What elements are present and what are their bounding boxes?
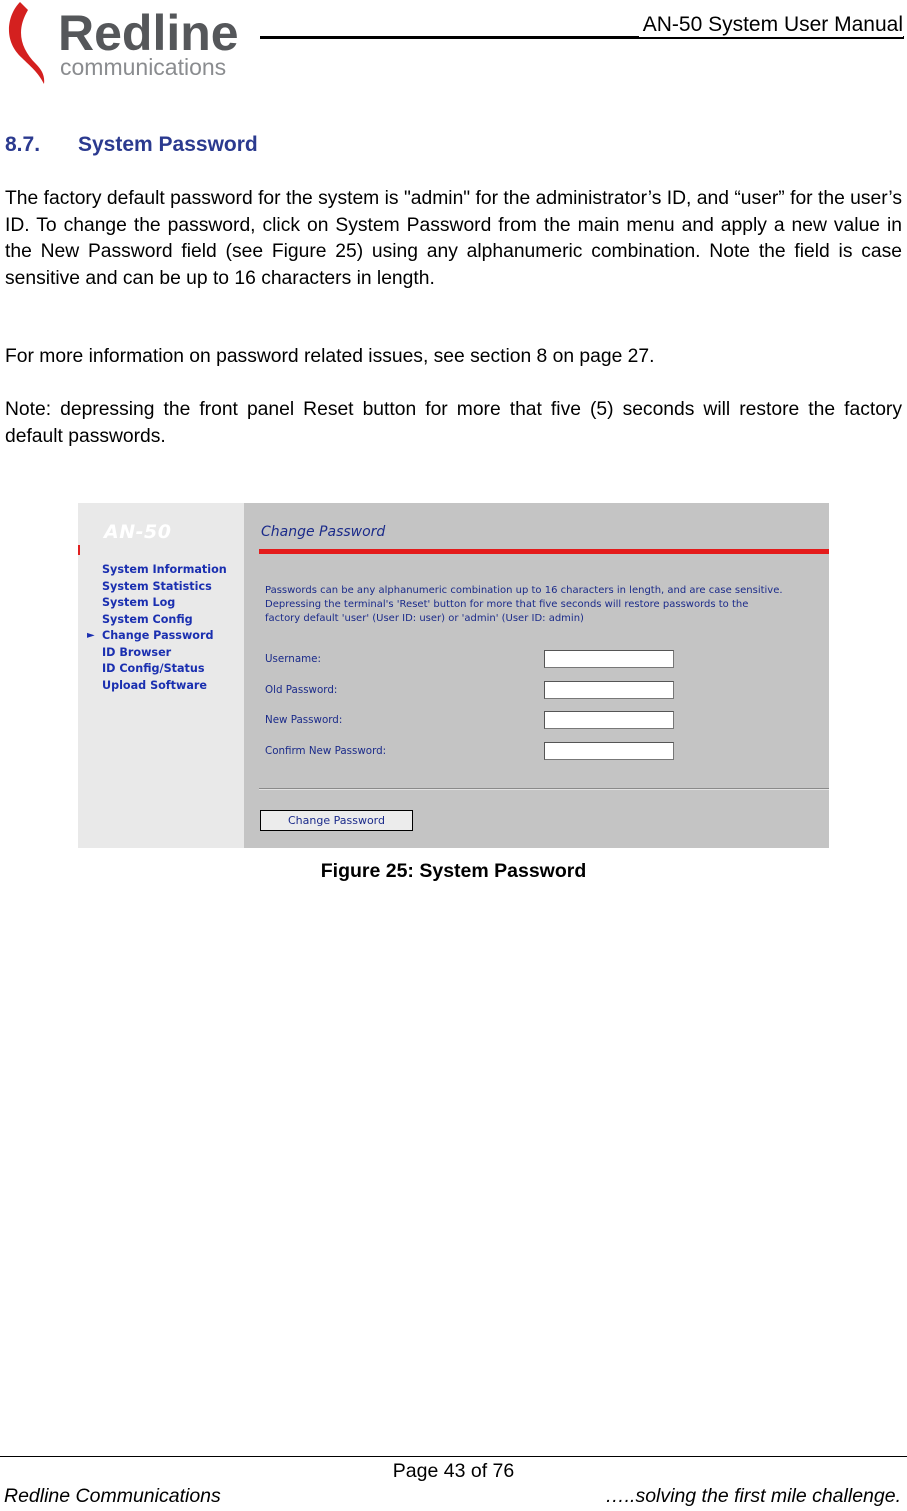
figure-system-password-screenshot — [78, 503, 829, 848]
footer-company: Redline Communications — [4, 1485, 221, 1507]
fig-sidebar-accent — [78, 545, 80, 555]
selected-arrow-icon: ► — [87, 630, 95, 641]
footer-rule — [0, 1456, 907, 1457]
fig-new-password-label: New Password: — [265, 714, 343, 726]
fig-old-password-input[interactable] — [544, 681, 674, 699]
logo-wordmark: Redline — [58, 5, 239, 61]
fig-nav-item-id-browser[interactable]: ID Browser — [102, 645, 172, 659]
fig-main-panel — [242, 503, 829, 848]
fig-page-title: Change Password — [261, 524, 386, 540]
fig-brand: AN-50 — [104, 521, 172, 543]
paragraph-more-info: For more information on password related issues, see section 8 on page 27. — [5, 346, 655, 367]
paragraph-reset-note: Note: depressing the front panel Reset button for more that five (5) seconds will restore the factory default passwords. — [5, 399, 902, 447]
fig-nav-item-system-config[interactable]: System Config — [102, 612, 193, 626]
section-title: System Password — [78, 133, 258, 156]
fig-info-text: Passwords can be any alphanumeric combination up to 16 characters in length, and are case sensitive. Depressing the terminal's 'Reset' button for more that five seconds will restore passwords to the factory default 'user' (User ID: user) or 'admin' (User ID: admin) — [265, 585, 783, 624]
fig-confirm-password-input[interactable] — [544, 742, 674, 760]
fig-nav-item-system-statistics[interactable]: System Statistics — [102, 579, 212, 593]
fig-new-password-input[interactable] — [544, 711, 674, 729]
footer-tagline: …..solving the first mile challenge. — [605, 1485, 901, 1507]
figure-caption: Figure 25: System Password — [320, 860, 587, 882]
fig-nav-menu — [87, 562, 227, 694]
redline-logo — [4, 0, 256, 86]
fig-nav-item-id-config-status[interactable]: ID Config/Status — [102, 662, 205, 675]
fig-confirm-password-label: Confirm New Password: — [265, 745, 387, 757]
section-number: 8.7. — [5, 133, 41, 156]
fig-change-password-button[interactable]: Change Password — [260, 810, 413, 831]
fig-username-input[interactable] — [544, 650, 674, 668]
fig-username-label: Username: — [265, 653, 321, 665]
redline-logo-graphic — [4, 0, 256, 86]
section-heading — [5, 133, 258, 157]
page-number: Page 43 of 76 — [392, 1460, 515, 1482]
fig-nav-item-system-information[interactable]: System Information — [102, 563, 227, 576]
manual-title: AN-50 System User Manual — [639, 13, 903, 37]
fig-nav-item-system-log[interactable]: System Log — [102, 596, 176, 609]
fig-sidebar — [78, 503, 244, 848]
fig-old-password-label: Old Password: — [265, 684, 338, 696]
paragraph-default-passwords: The factory default password for the system is "admin" for the administrator’s ID, and “user” for the user’s ID. To change the password, click on System Password from the main menu and apply a new value in the New Password field (see Figure 25) using any alphanumeric combination. Note the field is case sensitive and can be up to 16 characters in length. — [5, 188, 902, 289]
fig-nav-item-upload-software[interactable]: Upload Software — [102, 678, 208, 692]
fig-title-bar — [259, 549, 829, 554]
fig-separator — [259, 788, 829, 790]
logo-subtitle: communications — [60, 54, 227, 80]
fig-nav-item-change-password[interactable]: ► Change Password — [102, 628, 227, 645]
